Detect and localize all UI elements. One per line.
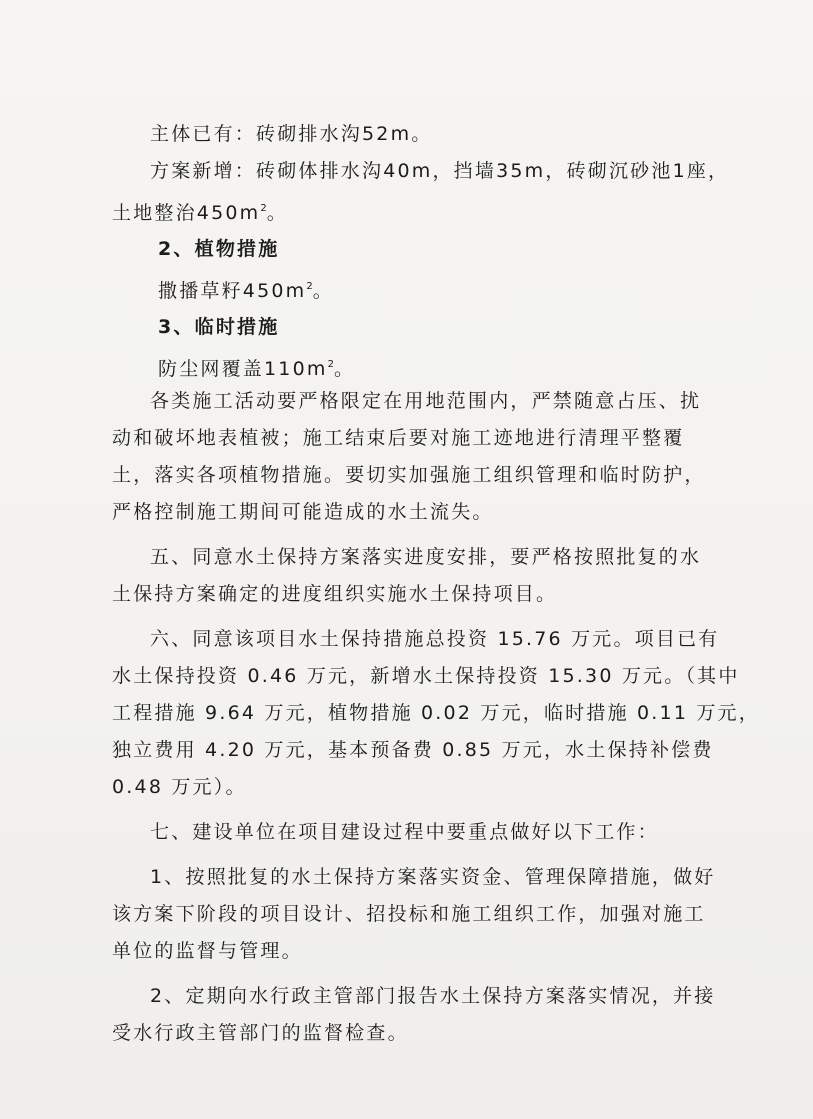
text-line: 水土保持投资 0.46 万元，新增水土保持投资 15.30 万元。（其中 (112, 665, 740, 687)
land-reclamation-line: 土地整治$450m^2$。 (112, 202, 288, 224)
text-line: 0.48 万元）。 (112, 776, 247, 798)
text-line: 土保持方案确定的进度组织实施水土保持项目。 (112, 583, 558, 605)
new-measures-line: 方案新增：砖砌体排水沟40m，挡墙35m，砖砌沉砂池1座， (150, 160, 730, 182)
grass-seeding-line: 撒播草籽$450m^2$。 (158, 280, 334, 302)
section-heading-plant-measures: 2、植物措施 (158, 238, 280, 260)
text-line: 受水行政主管部门的监督检查。 (112, 1022, 409, 1044)
dust-net-line: 防尘网覆盖$110m^2$。 (158, 358, 356, 380)
text-line: 2、定期向水行政主管部门报告水土保持方案落实情况，并接 (150, 985, 716, 1007)
paragraph-schedule (112, 539, 702, 613)
paragraph-construction-limits (112, 383, 706, 531)
text-line: 该方案下阶段的项目设计、招投标和施工组织工作，加强对施工 (112, 903, 706, 925)
text-line: 六、同意该项目水土保持措施总投资 15.76 万元。项目已有 (150, 628, 720, 650)
existing-measures-line: 主体已有：砖砌排水沟52m。 (150, 123, 433, 145)
paragraph-investment (112, 621, 760, 806)
document-body (112, 116, 760, 1052)
text-line: 严格控制施工期间可能造成的水土流失。 (112, 501, 494, 523)
text-line: 七、建设单位在项目建设过程中要重点做好以下工作： (150, 821, 659, 843)
paragraph-construction-unit-duties (112, 814, 702, 851)
paragraph-duty-2 (112, 978, 716, 1052)
paragraph-duty-1 (112, 859, 716, 970)
text-line: 动和破坏地表植被；施工结束后要对施工迹地进行清理平整覆 (112, 427, 685, 449)
text-line: 独立费用 4.20 万元，基本预备费 0.85 万元，水土保持补偿费 (112, 739, 714, 761)
text-line: 单位的监督与管理。 (112, 940, 303, 962)
text-line: 五、同意水土保持方案落实进度安排，要严格按照批复的水 (150, 546, 702, 568)
text-line: 各类施工活动要严格限定在用地范围内，严禁随意占压、扰 (150, 390, 702, 412)
text-line: 1、按照批复的水土保持方案落实资金、管理保障措施，做好 (150, 866, 716, 888)
text-line: 工程措施 9.64 万元，植物措施 0.02 万元，临时措施 0.11 万元， (112, 702, 760, 724)
section-heading-temporary-measures: 3、临时措施 (158, 316, 280, 338)
text-line: 土，落实各项植物措施。要切实加强施工组织管理和临时防护， (112, 464, 706, 486)
